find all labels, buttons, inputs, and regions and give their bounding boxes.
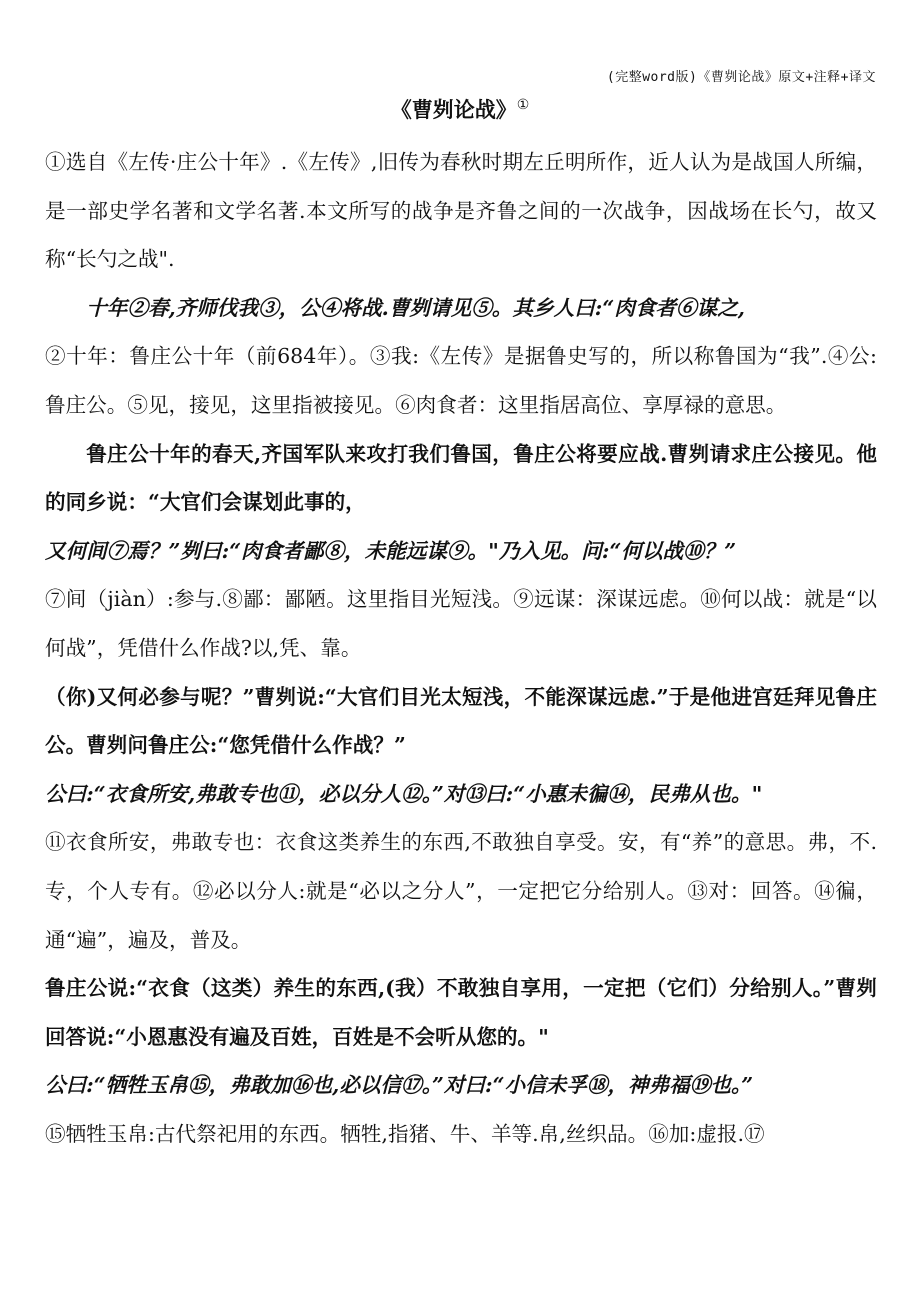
document-title xyxy=(0,94,920,124)
annotation-paragraph: ⑪衣食所安，弗敢专也：衣食这类养生的东西,不敢独自享受。安，有“养”的意思。弗，不.专，个人专有。⑫必以分人:就是“必以之分人”，一定把它分给别人。⑬对：回答。⑭徧，通“遍”，遍及，普及。 xyxy=(45,830,877,952)
original-text-paragraph: 又何间⑦焉？”刿曰:“肉食者鄙⑧，未能远谋⑨。"乃入见。问:“何以战⑩？” xyxy=(45,538,737,563)
annotation-paragraph: ②十年：鲁庄公十年（前684年）。③我:《左传》是据鲁史写的，所以称鲁国为“我”.④公:鲁庄公。⑤见，接见，这里指被接见。⑥肉食者：这里指居高位、享厚禄的意思。 xyxy=(45,344,877,417)
translation-paragraph: （你)又何必参与呢？”曹刿说:“大官们目光太短浅，不能深谋远虑.”于是他进宫廷拜见鲁庄公。曹刿问鲁庄公:“您凭借什么作战？” xyxy=(45,684,877,758)
translation-paragraph: 鲁庄公说:“衣食（这类）养生的东西,(我）不敢独自享用，一定把（它们）分给别人。”曹刿回答说:“小恩惠没有遍及百姓，百姓是不会听从您的。" xyxy=(45,976,877,1049)
original-text-paragraph: 十年②春,齐师伐我③，公④将战.曹刿请见⑤。其乡人曰:“肉食者⑥谋之, xyxy=(86,295,745,320)
original-text-paragraph: 公曰:“牺牲玉帛⑮，弗敢加⑯也,必以信⑰。”对曰:“小信未孚⑱，神弗福⑲也。” xyxy=(45,1073,754,1098)
annotation-paragraph: ⑮牺牲玉帛:古代祭祀用的东西。牺牲,指猪、牛、羊等.帛,丝织品。⑯加:虚报.⑰ xyxy=(45,1121,765,1146)
annotation-paragraph: ⑦间（jiàn）:参与.⑧鄙：鄙陋。这里指目光短浅。⑨远谋：深谋远虑。⑩何以战：就是“以何战”，凭借什么作战?以,凭、靠。 xyxy=(45,587,877,660)
page-header: (完整word版)《曹刿论战》原文+注释+译文 xyxy=(606,70,876,85)
title-text: 《曹刿论战》 xyxy=(390,97,517,122)
document-body xyxy=(45,138,877,1158)
source-note-paragraph: ①选自《左传·庄公十年》.《左传》,旧传为春秋时期左丘明所作，近人认为是战国人所编，是一部史学名著和文学名著.本文所写的战争是齐鲁之间的一次战争，因战场在长勺，故又称“长勺之战". xyxy=(45,150,877,272)
translation-paragraph: 鲁庄公十年的春天,齐国军队来攻打我们鲁国，鲁庄公将要应战.曹刿请求庄公接见。他的同乡说：“大官们会谋划此事的， xyxy=(45,441,877,515)
title-note-mark: ① xyxy=(516,97,530,113)
original-text-paragraph: 公曰:“衣食所安,弗敢专也⑪，必以分人⑫。”对⑬曰:“小惠未徧⑭，民弗从也。" xyxy=(45,781,763,806)
